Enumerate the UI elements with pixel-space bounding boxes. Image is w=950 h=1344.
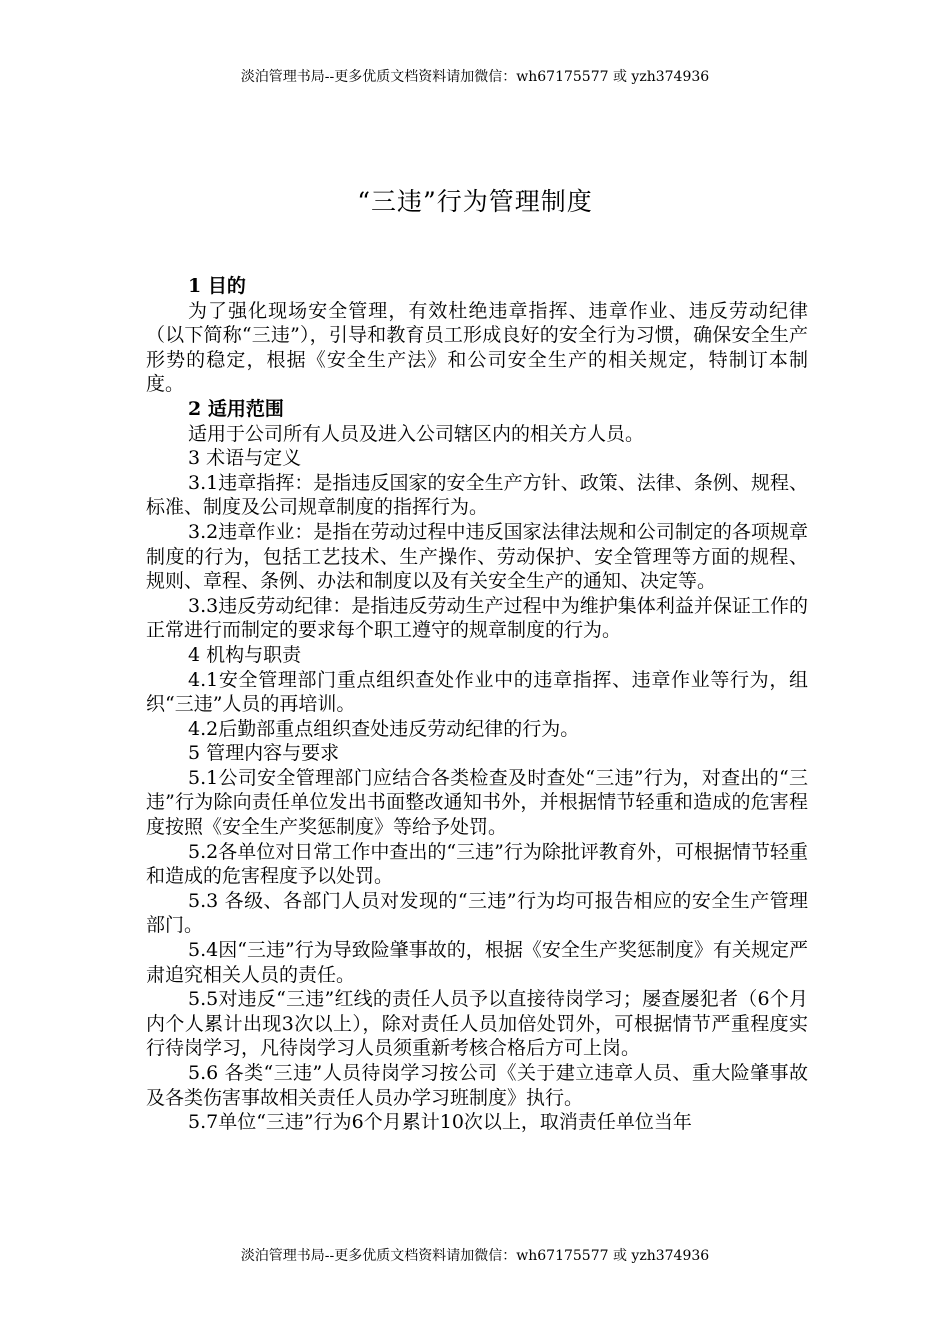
paragraph-5-7: 5.7单位“三违”行为6个月累计10次以上，取消责任单位当年 [188, 1111, 692, 1134]
paragraph-5-4: 5.4因“三违”行为导致险肇事故的，根据《安全生产奖惩制度》有关规定严肃追究相关人员的责任。 [146, 939, 808, 986]
section-heading-scope: 2 适用范围 [188, 397, 284, 420]
paragraph-5-2: 5.2各单位对日常工作中查出的“三违”行为除批评教育外，可根据情节轻重和造成的危害程度予以处罚。 [146, 840, 808, 888]
section-heading-organization: 4 机构与职责 [188, 643, 302, 666]
page-header: 淡泊管理书局--更多优质文档资料请加微信：wh67175577 或 yzh374936 [240, 69, 710, 85]
paragraph-3-2: 3.2违章作业：是指在劳动过程中违反国家法律法规和公司制定的各项规章制度的行为，包括工艺技术、生产操作、劳动保护、安全管理等方面的规程、规则、章程、条例、办法和制度以及有关安全生产的通知、决定等。 [146, 520, 808, 593]
paragraph-5-1: 5.1公司安全管理部门应结合各类检查及时查处“三违”行为，对查出的“三违”行为除向责任单位发出书面整改通知书外，并根据情节轻重和造成的危害程度按照《安全生产奖惩制度》等给予处罚。 [146, 766, 808, 839]
section-heading-terms: 3 术语与定义 [188, 447, 302, 470]
document-title: “三违”行为管理制度 [357, 187, 593, 216]
page-footer: 淡泊管理书局--更多优质文档资料请加微信：wh67175577 或 yzh374936 [240, 1248, 710, 1264]
paragraph-scope: 适用于公司所有人员及进入公司辖区内的相关方人员。 [188, 422, 645, 445]
paragraph-3-1: 3.1违章指挥：是指违反国家的安全生产方针、政策、法律、条例、规程、标准、制度及公司规章制度的指挥行为。 [146, 471, 808, 519]
paragraph-purpose: 为了强化现场安全管理，有效杜绝违章指挥、违章作业、违反劳动纪律（以下简称“三违”），引导和教育员工形成良好的安全行为习惯，确保安全生产形势的稳定，根据《安全生产法》和公司安全生产的相关规定，特制订本制度。 [146, 299, 808, 396]
paragraph-5-5: 5.5对违反“三违”红线的责任人员予以直接待岗学习；屡查屡犯者（6个月内个人累计出现3次以上），除对责任人员加倍处罚外，可根据情节严重程度实行待岗学习，凡待岗学习人员须重新考核合格后方可上岗。 [146, 988, 808, 1060]
paragraph-5-6: 5.6 各类“三违”人员待岗学习按公司《关于建立违章人员、重大险肇事故及各类伤害事故相关责任人员办学习班制度》执行。 [146, 1062, 808, 1109]
paragraph-3-3: 3.3违反劳动纪律：是指违反劳动生产过程中为维护集体利益并保证工作的正常进行而制定的要求每个职工遵守的规章制度的行为。 [146, 594, 808, 642]
paragraph-4-2: 4.2后勤部重点组织查处违反劳动纪律的行为。 [188, 717, 580, 740]
section-heading-management: 5 管理内容与要求 [188, 742, 340, 765]
document-body [146, 274, 808, 1135]
section-heading-purpose: 1 目的 [188, 275, 246, 297]
paragraph-4-1: 4.1安全管理部门重点组织查处作业中的违章指挥、违章作业等行为，组织“三违”人员的再培训。 [146, 668, 808, 716]
paragraph-5-3: 5.3 各级、各部门人员对发现的“三违”行为均可报告相应的安全生产管理部门。 [146, 889, 808, 937]
